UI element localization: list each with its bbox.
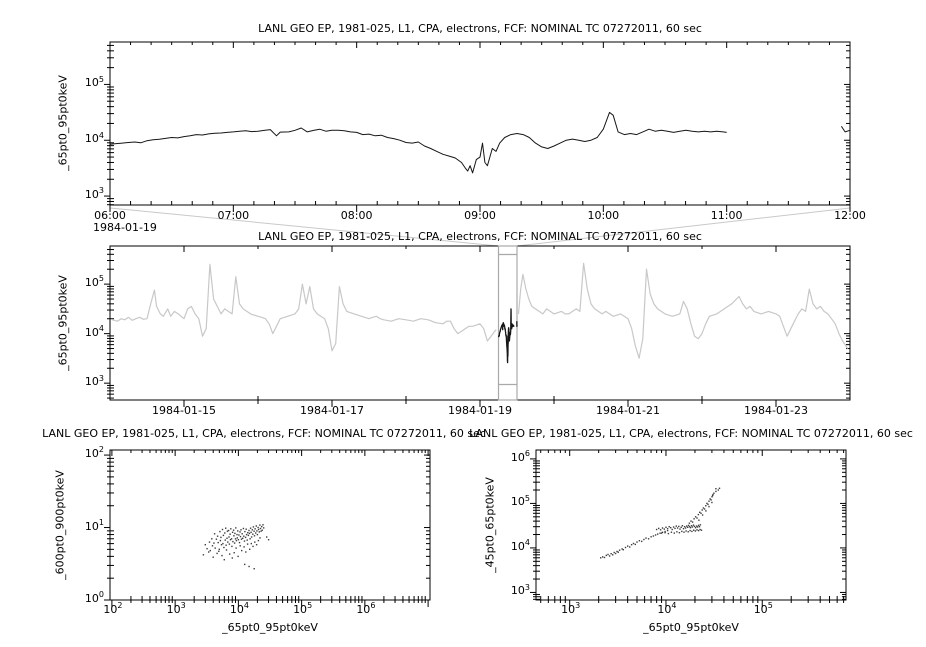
xtick-label: $10^4$: [229, 601, 249, 616]
top-series-line: [110, 112, 727, 172]
ytick-label: $10^4$: [84, 130, 104, 146]
top-series-line: [841, 126, 850, 132]
context-panel-plot-area[interactable]: [110, 246, 850, 400]
scatter-right-title: LANL GEO EP, 1981-025, L1, CPA, electrons, FCF: NOMINAL TC 07272011, 60 sec: [469, 427, 913, 440]
scatter-left-plot-area[interactable]: [110, 450, 430, 600]
ytick-label: $10^4$: [510, 538, 530, 553]
scatter-right-points: [600, 488, 720, 559]
top-panel-plot-area[interactable]: [110, 42, 850, 205]
context-series-line: [519, 263, 848, 358]
ytick-label: $10^5$: [510, 493, 530, 509]
ytick-label: $10^6$: [510, 449, 530, 464]
ytick-label: $10^3$: [84, 373, 104, 389]
context-panel-ylabel: _65pt0_95pt0keV: [56, 275, 70, 371]
xtick-label: $10^5$: [753, 601, 773, 616]
time-tick-label: 06:00: [94, 209, 126, 222]
context-panel-title: LANL GEO EP, 1981-025, L1, CPA, electrons, FCF: NOMINAL TC 07272011, 60 sec: [258, 230, 702, 243]
date-tick-label: 1984-01-23: [744, 404, 808, 417]
ytick-label: $10^3$: [84, 186, 104, 202]
scatter-left-xlabel: _65pt0_95pt0keV: [222, 621, 318, 634]
scatter-left-ylabel: _600pt0_900pt0keV: [53, 470, 67, 580]
date-tick-label: 1984-01-17: [300, 404, 364, 417]
scatter-right-xlabel: _65pt0_95pt0keV: [643, 621, 739, 634]
context-highlight-range[interactable]: [499, 246, 518, 400]
ytick-label: $10^2$: [84, 445, 104, 461]
xtick-label: $10^4$: [657, 601, 677, 616]
context-series-line: [112, 264, 496, 351]
time-tick-label: 08:00: [340, 209, 373, 222]
ytick-label: $10^5$: [84, 274, 104, 290]
context-selected-overlay: [499, 309, 514, 363]
top-panel-title: LANL GEO EP, 1981-025, L1, CPA, electrons, FCF: NOMINAL TC 07272011, 60 sec: [258, 22, 702, 35]
scatter-left-points: [203, 524, 270, 569]
xtick-label: $10^3$: [561, 601, 581, 616]
time-tick-label: 11:00: [710, 209, 743, 222]
scatter-left-title: LANL GEO EP, 1981-025, L1, CPA, electrons, FCF: NOMINAL TC 07272011, 60 sec: [42, 427, 486, 440]
date-tick-label: 1984-01-21: [596, 404, 660, 417]
ytick-label: $10^5$: [84, 74, 104, 90]
time-tick-label: 07:00: [217, 209, 250, 222]
time-tick-label: 10:00: [587, 209, 620, 222]
ytick-label: $10^0$: [84, 590, 104, 605]
xtick-label: $10^6$: [356, 601, 376, 616]
ytick-label: $10^3$: [510, 582, 530, 598]
date-tick-label: 1984-01-19: [448, 404, 512, 417]
xtick-label: $10^2$: [103, 601, 123, 616]
xtick-label: $10^3$: [166, 601, 186, 616]
scatter-right-ylabel: _45pt0_65pt0keV: [483, 477, 497, 573]
ytick-label: $10^1$: [84, 517, 104, 533]
ytick-label: $10^4$: [84, 323, 104, 339]
top-panel-ylabel: _65pt0_95pt0keV: [56, 75, 70, 171]
xtick-label: $10^5$: [293, 601, 313, 616]
date-tick-label: 1984-01-15: [152, 404, 216, 417]
top-panel-date-label: 1984-01-19: [93, 221, 157, 234]
time-tick-label: 09:00: [464, 209, 496, 222]
time-tick-label: 12:00: [834, 209, 866, 222]
